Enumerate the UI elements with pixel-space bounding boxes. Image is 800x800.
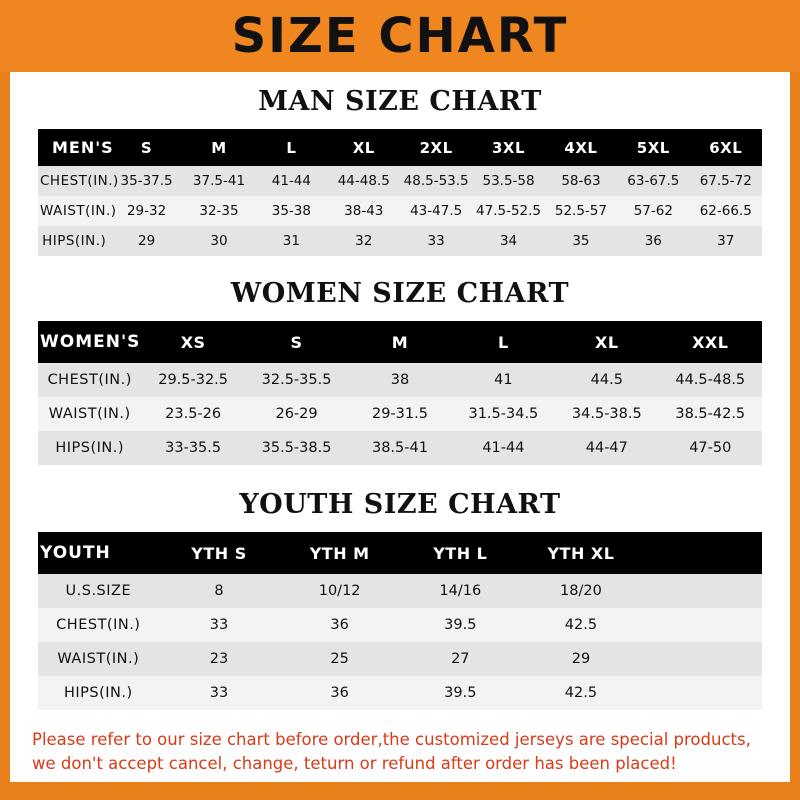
column-header: YOUTH: [40, 543, 111, 563]
header-band: [0, 0, 800, 72]
cell: 41-44: [271, 173, 311, 189]
cell: 32-35: [199, 203, 239, 219]
row-label: CHEST(IN.): [40, 173, 119, 189]
table-row: [38, 608, 762, 642]
man-table-head: [38, 129, 762, 166]
column-header: 3XL: [492, 138, 526, 157]
youth-table-head: [38, 532, 762, 574]
cell: 42.5: [564, 685, 598, 701]
cell: 18/20: [560, 583, 602, 599]
cell-empty: [641, 574, 762, 608]
cell-empty: [641, 642, 762, 676]
column-header: WOMEN'S: [40, 332, 141, 352]
cell: 62-66.5: [699, 203, 752, 219]
cell: 38: [390, 372, 410, 388]
cell: 35-38: [271, 203, 311, 219]
column-header: YTH S: [191, 543, 247, 563]
cell: 25: [330, 651, 349, 667]
cell: 26-29: [275, 406, 318, 422]
table-row: [38, 166, 762, 196]
page-title: SIZE CHART: [231, 8, 569, 64]
column-header: L: [286, 138, 297, 157]
women-table-head: [38, 321, 762, 363]
cell: 38-43: [344, 203, 384, 219]
footer-note-line-2: we don't accept cancel, change, teturn or refund after order has been placed!: [32, 753, 677, 773]
youth-section-title: YOUTH SIZE CHART: [239, 489, 561, 520]
cell: 29: [571, 651, 591, 667]
cell: 44.5: [590, 372, 623, 388]
man-section-title: MAN SIZE CHART: [258, 86, 542, 117]
table-header-row: [38, 321, 762, 363]
youth-size-table: [38, 532, 762, 710]
cell: 43-47.5: [410, 203, 463, 219]
table-row: [38, 574, 762, 608]
cell: 29-31.5: [371, 406, 428, 422]
cell: 34: [499, 233, 518, 249]
table-row: [38, 196, 762, 226]
cell: 37: [717, 233, 735, 249]
column-header: XL: [352, 138, 375, 157]
youth-section: [10, 489, 790, 710]
row-label: HIPS(IN.): [42, 233, 107, 249]
cell: 35.5-38.5: [261, 440, 332, 456]
column-header: YTH L: [433, 543, 488, 563]
table-row: [38, 397, 762, 431]
cell: 23.5-26: [165, 406, 222, 422]
cell: 31: [282, 233, 300, 249]
column-header: MEN'S: [52, 138, 114, 157]
cell: 44.5-48.5: [675, 372, 746, 388]
row-label: HIPS(IN.): [55, 440, 125, 456]
cell: 33-35.5: [165, 440, 222, 456]
cell: 35: [572, 233, 590, 249]
row-label: WAIST(IN.): [48, 406, 131, 422]
column-header: XXL: [692, 332, 729, 352]
row-label: CHEST(IN.): [56, 617, 141, 633]
footer-note: [32, 728, 768, 776]
cell: 14/16: [439, 583, 482, 599]
row-label: U.S.SIZE: [65, 583, 132, 599]
cell: 63-67.5: [627, 173, 680, 189]
cell: 33: [209, 685, 229, 701]
table-row: [38, 363, 762, 397]
column-header: S: [290, 332, 303, 352]
cell: 29-32: [126, 203, 167, 219]
row-label: WAIST(IN.): [57, 651, 140, 667]
footer-note-line-1: Please refer to our size chart before order,the customized jerseys are special products,: [32, 730, 751, 749]
table-row: [38, 431, 762, 465]
cell: 27: [451, 651, 470, 667]
cell: 33: [427, 233, 445, 249]
cell: 35-37.5: [120, 173, 173, 189]
cell: 8: [214, 583, 224, 599]
cell: 37.5-41: [192, 173, 246, 189]
cell: 47.5-52.5: [476, 203, 542, 219]
column-header: 4XL: [564, 138, 598, 157]
row-label: CHEST(IN.): [47, 372, 132, 388]
cell: 39.5: [444, 617, 477, 633]
man-size-table: [38, 129, 762, 256]
cell: 44-47: [585, 440, 628, 456]
cell-empty: [641, 608, 762, 642]
cell: 10/12: [318, 583, 361, 599]
cell: 41: [494, 372, 513, 388]
column-header: YTH M: [309, 543, 370, 563]
column-header: L: [498, 332, 509, 352]
cell: 67.5-72: [699, 173, 752, 189]
youth-table-body: [38, 574, 762, 710]
column-header: 2XL: [419, 138, 453, 157]
cell: 30: [210, 233, 228, 249]
cell: 36: [330, 617, 349, 633]
cell: 47-50: [689, 440, 732, 456]
cell: 32.5-35.5: [261, 372, 332, 388]
table-row: [38, 676, 762, 710]
women-table-body: [38, 363, 762, 465]
column-header: M: [211, 138, 227, 157]
cell: 57-62: [633, 203, 673, 219]
man-table-body: [38, 166, 762, 256]
cell: 53.5-58: [482, 173, 535, 189]
cell: 31.5-34.5: [468, 406, 539, 422]
table-row: [38, 642, 762, 676]
column-header-empty: [641, 532, 762, 574]
cell: 38.5-41: [371, 440, 428, 456]
cell: 36: [644, 233, 662, 249]
cell: 58-63: [561, 173, 601, 189]
cell: 44-48.5: [337, 173, 390, 189]
cell: 41-44: [482, 440, 525, 456]
column-header: XL: [595, 332, 619, 352]
cell-empty: [641, 676, 762, 710]
cell: 52.5-57: [554, 203, 607, 219]
table-row: [38, 226, 762, 256]
column-header: 6XL: [709, 138, 743, 157]
cell: 29.5-32.5: [158, 372, 229, 388]
cell: 29: [137, 233, 156, 249]
cell: 33: [209, 617, 229, 633]
women-size-table: [38, 321, 762, 465]
row-label: HIPS(IN.): [63, 685, 133, 701]
man-section: [10, 86, 790, 256]
column-header: YTH XL: [547, 543, 615, 563]
table-header-row: [38, 532, 762, 574]
cell: 34.5-38.5: [571, 406, 642, 422]
bottom-band: [0, 782, 800, 800]
women-section-title: WOMEN SIZE CHART: [230, 278, 570, 309]
cell: 32: [355, 233, 373, 249]
row-label: WAIST(IN.): [40, 203, 117, 219]
cell: 36: [330, 685, 349, 701]
column-header: XS: [180, 332, 206, 352]
cell: 23: [209, 651, 229, 667]
cell: 48.5-53.5: [403, 173, 469, 189]
column-header: S: [140, 138, 153, 157]
column-header: 5XL: [636, 138, 670, 157]
cell: 39.5: [444, 685, 477, 701]
women-section: [10, 278, 790, 465]
cell: 42.5: [564, 617, 598, 633]
cell: 38.5-42.5: [675, 406, 746, 422]
column-header: M: [391, 332, 409, 352]
table-header-row: [38, 129, 762, 166]
